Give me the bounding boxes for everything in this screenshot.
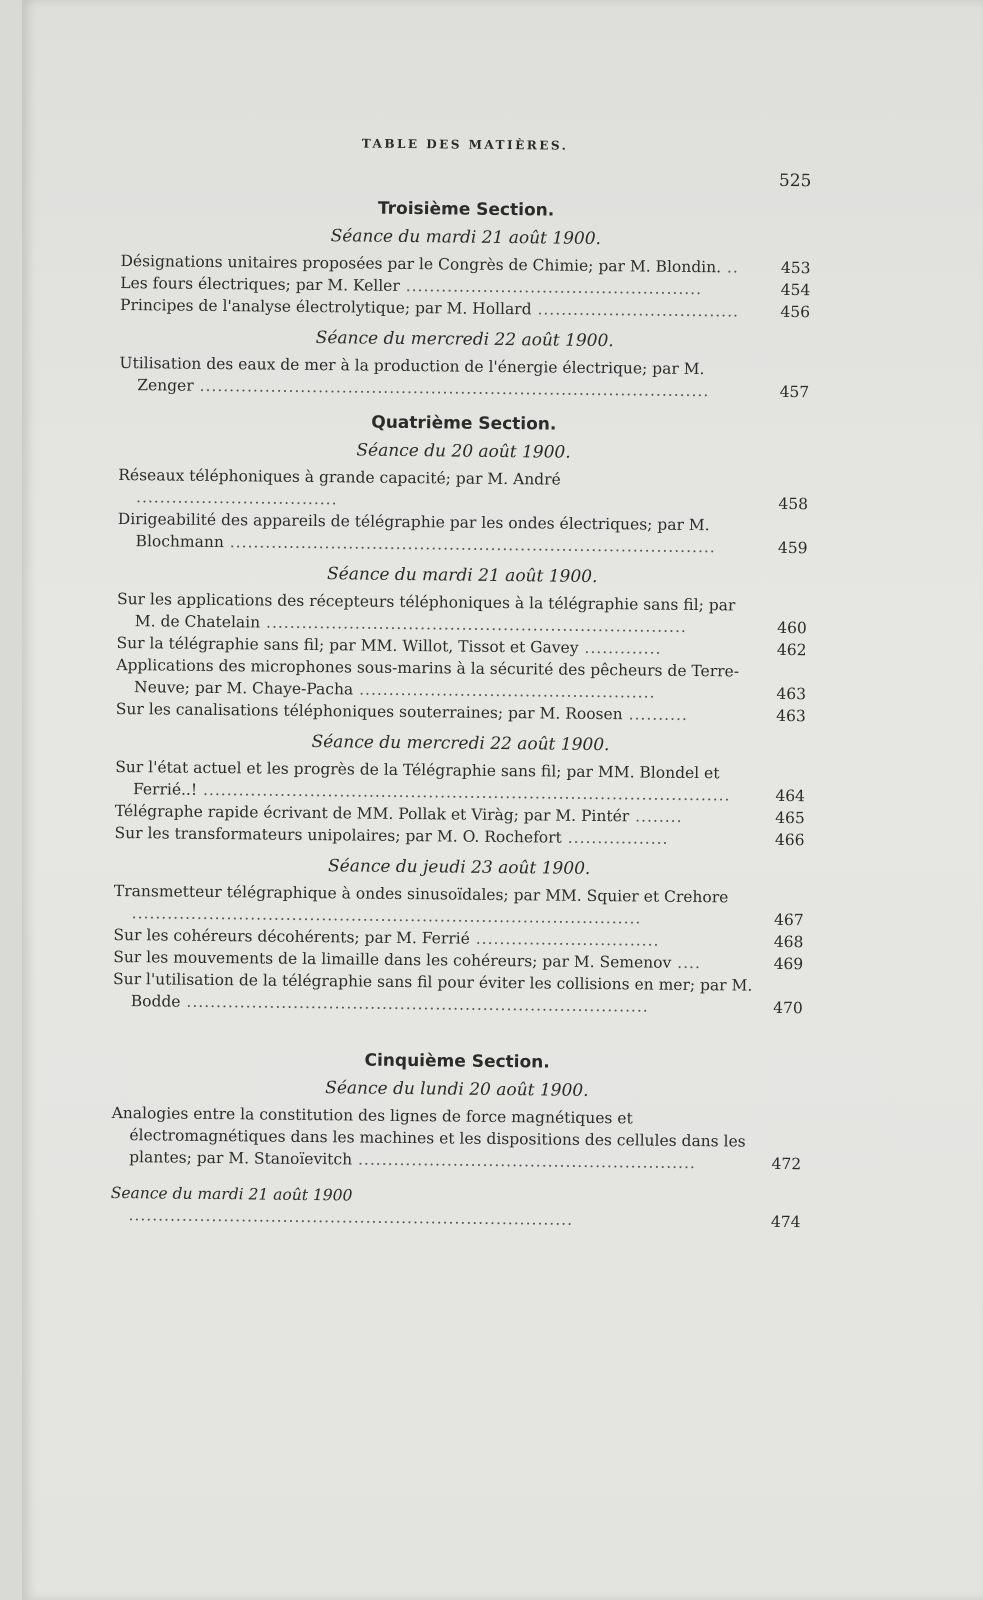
entry-page: 453 xyxy=(780,258,811,278)
entry-page: 463 xyxy=(776,706,806,726)
seance-heading: Séance du lundi 20 août 1900. xyxy=(325,1078,589,1101)
seance-heading: Séance du jeudi 23 août 1900. xyxy=(327,856,591,879)
entry-page: 458 xyxy=(778,494,809,514)
toc-entry: Télégraphe rapide écrivant de MM. Pollak et Viràg; par M. Pintér ........ 465 xyxy=(114,801,805,828)
toc-entry: Désignations unitaires proposées par le Congrès de Chimie; par M. Blondin. .. 453 xyxy=(120,251,811,278)
toc-entry: Sur la télégraphie sans fil; par MM. Willot, Tissot et Gavey ............. 462 xyxy=(116,633,807,660)
entry-page: 454 xyxy=(780,280,811,300)
entry-page: 467 xyxy=(773,910,804,930)
entry-group xyxy=(116,588,807,727)
entry-group xyxy=(111,1102,802,1175)
seance-heading: Séance du 20 août 1900. xyxy=(356,440,571,463)
entry-page: 462 xyxy=(776,640,807,660)
toc-entry: Réseaux téléphoniques à grande capacité; par M. André .................................. 458 xyxy=(118,465,809,514)
page-header xyxy=(121,122,812,192)
entry-page: 466 xyxy=(774,830,805,850)
entry-page: 470 xyxy=(773,998,803,1018)
section-heading: Troisième Section. xyxy=(377,198,555,221)
toc-entry: Sur les transformateurs unipolaires; par M. O. Rochefort ................. 466 xyxy=(114,823,805,850)
seance-heading: Séance du mardi 21 août 1900. xyxy=(330,226,602,250)
entry-page: 474 xyxy=(770,1212,801,1232)
seance-heading: Séance du mercredi 22 août 1900. xyxy=(311,732,610,756)
toc-entry: Analogies entre la constitution des lignes de force magnétiques et électromagnétiques dans les machines et les dispositions des cellules dans les plantes; par M. Stanoïevitch ......................................................... 472 xyxy=(111,1103,802,1174)
entry-group xyxy=(113,880,804,1019)
entry-page: 457 xyxy=(779,382,810,402)
entry-page: 459 xyxy=(777,538,808,558)
toc-entry: Principes de l'analyse électrolytique; par M. Hollard .................................. 456 xyxy=(119,295,811,322)
entry-page: 469 xyxy=(773,954,804,974)
section-heading: Cinquième Section. xyxy=(364,1050,550,1073)
toc-entry: Dirigeabilité des appareils de télégraphie par les ondes électriques; par M. Blochmann .................................................................................. 459 xyxy=(117,509,808,558)
section-heading: Quatrième Section. xyxy=(371,412,557,435)
toc-entry: Applications des microphones sous-marins à la sécurité des pêcheurs de Terre-Neuve; par M. Chaye-Pacha .................................................. 463 xyxy=(116,655,807,704)
table-of-contents xyxy=(110,122,812,1233)
toc-entry: Sur l'état actuel et les progrès de la Télégraphie sans fil; par MM. Blondel et Ferrié..! ......................................................................................... 464 xyxy=(115,757,806,806)
page-number: 525 xyxy=(778,170,812,192)
entry-page: 463 xyxy=(776,684,807,704)
entry-page: 472 xyxy=(771,1154,802,1174)
toc-entry: Sur les canalisations téléphoniques souterraines; par M. Roosen .......... 463 xyxy=(115,699,806,726)
toc-entry: Sur les cohéreurs décohérents; par M. Ferrié ............................... 468 xyxy=(113,925,804,952)
entry-page: 468 xyxy=(773,932,804,952)
book-page xyxy=(22,0,983,1600)
entry-page: 460 xyxy=(777,618,807,638)
entry-page: 465 xyxy=(775,808,805,828)
entry-group xyxy=(114,756,805,851)
seance-heading: Séance du mardi 21 août 1900. xyxy=(326,564,598,588)
seance-heading: Séance du mercredi 22 août 1900. xyxy=(315,328,614,352)
toc-entry: Les fours électriques; par M. Keller .................................................. 454 xyxy=(120,273,811,300)
toc-final-entry: Seance du mardi 21 août 1900 ........................................................................... 474 xyxy=(110,1183,801,1232)
entry-page: 464 xyxy=(775,786,806,806)
toc-entry: Transmetteur télégraphique à ondes sinusoïdales; par MM. Squier et Crehore ...................................................................................... 467 xyxy=(113,881,804,930)
toc-entry: Sur les mouvements de la limaille dans les cohéreurs; par M. Semenov .... 469 xyxy=(113,947,804,974)
running-head: TABLE DES MATIÈRES. xyxy=(361,136,569,153)
entry-page: 456 xyxy=(780,302,811,322)
entry-group xyxy=(119,352,809,403)
toc-entry: Sur l'utilisation de la télégraphie sans fil pour éviter les collisions en mer; par M. Bodde .............................................................................. 470 xyxy=(112,969,803,1018)
entry-group xyxy=(117,464,808,559)
toc-entry: Utilisation des eaux de mer à la production de l'énergie électrique; par M. Zenger ...................................................................................... 457 xyxy=(119,353,810,402)
toc-entry: Sur les applications des récepteurs téléphoniques à la télégraphie sans fil; par M. de Chatelain ....................................................................... 460 xyxy=(116,589,807,638)
entry-group xyxy=(120,250,811,323)
